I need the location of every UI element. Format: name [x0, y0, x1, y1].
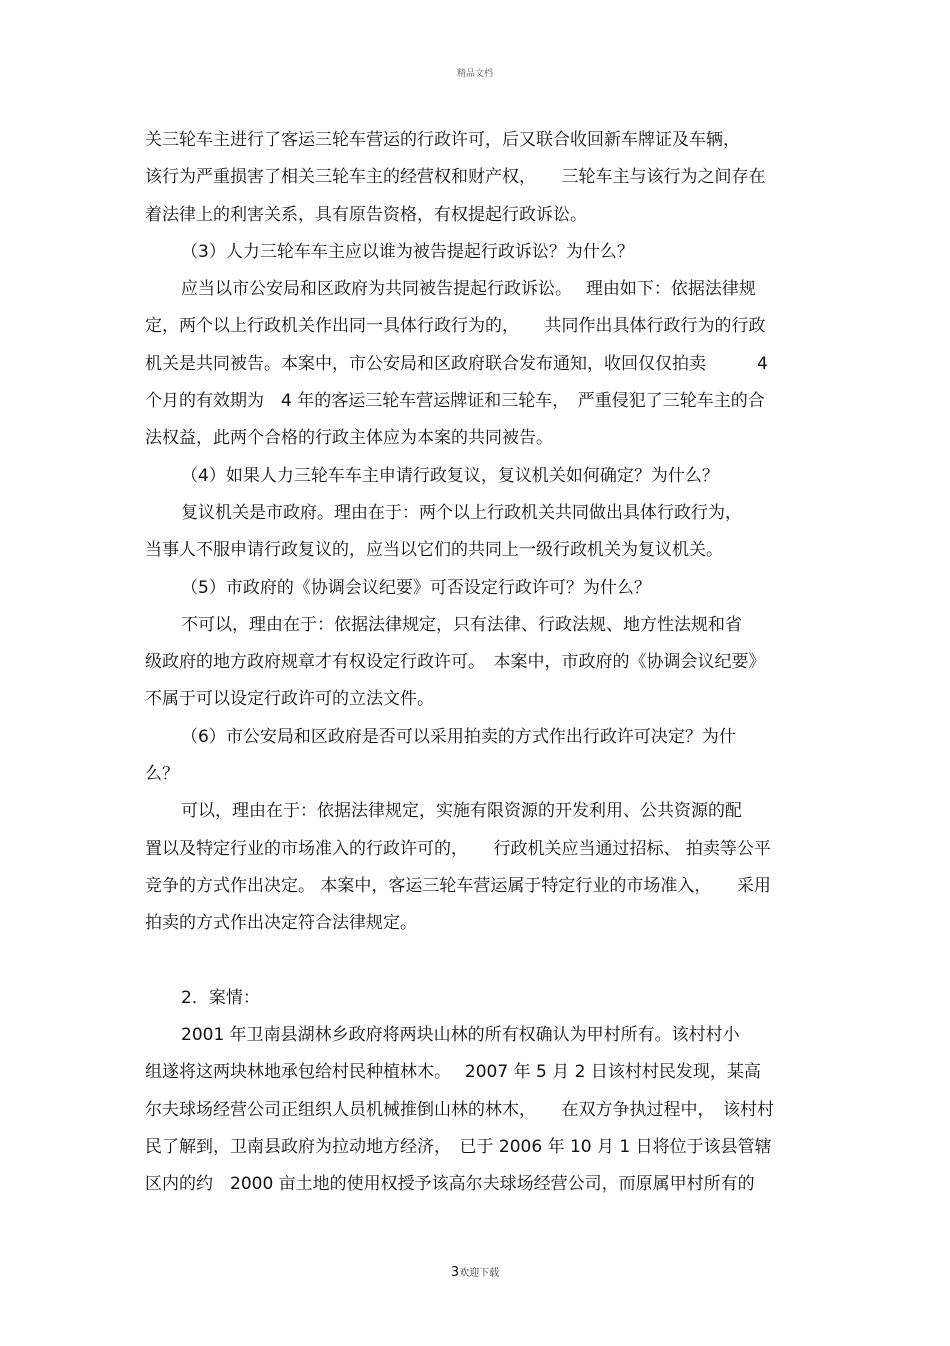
question-3: （3）人力三轮车车主应以谁为被告提起行政诉讼？为什么？ — [181, 241, 634, 262]
case-line: 民了解到，卫南县政府为拉动地方经济， 已于 2006 年 10 月 1 日将位于该县管辖 — [145, 1137, 772, 1158]
answer-5-line: 级政府的地方政府规章才有权设定行政许可。 本案中，市政府的《协调会议纪要》 — [145, 652, 766, 673]
question-5: （5）市政府的《协调会议纪要》可否设定行政许可？为什么？ — [181, 577, 651, 598]
body-line: 关三轮车主进行了客运三轮车营运的行政许可，后又联合收回新车牌证及车辆， — [145, 130, 740, 150]
answer-5-line: 不可以，理由在于：依据法律规定，只有法律、行政法规、地方性法规和省 — [181, 614, 742, 635]
question-4: （4）如果人力三轮车车主申请行政复议，复议机关如何确定？为什么？ — [181, 465, 719, 486]
case-line: 尔夫球场经营公司正组织人员机械推倒山林的林木， 在双方争执过程中， 该村村 — [145, 1099, 774, 1120]
answer-3-line: 应当以市公安局和区政府为共同被告提起行政诉讼。 理由如下：依据法律规 — [181, 279, 756, 300]
case-line: 2001 年卫南县湖林乡政府将两块山林的所有权确认为甲村所有。该村村小 — [181, 1025, 740, 1046]
body-line: 该行为严重损害了相关三轮车主的经营权和财产权， 三轮车主与该行为之间存在 — [145, 167, 766, 188]
page-header: 精品文档 — [456, 69, 493, 79]
case-line: 区内的约 2000 亩土地的使用权授予该高尔夫球场经营公司，而原属甲村所有的 — [145, 1174, 755, 1195]
answer-3-line: 个月的有效期为 4 年的客运三轮车营运牌证和三轮车， 严重侵犯了三轮车主的合 — [145, 391, 765, 412]
page-number: 3 — [450, 1265, 460, 1280]
answer-6-line: 可以，理由在于：依据法律规定，实施有限资源的开发利用、公共资源的配 — [181, 801, 742, 822]
answer-6-line: 竞争的方式作出决定。 本案中，客运三轮车营运属于特定行业的市场准入， 采用 — [145, 875, 771, 896]
question-6: （6）市公安局和区政府是否可以采用拍卖的方式作出行政许可决定？为什 — [181, 726, 736, 747]
footer-text: 欢迎下载 — [459, 1268, 500, 1279]
answer-6-line: 置以及特定行业的市场准入的行政许可的， 行政机关应当通过招标、 拍卖等公平 — [145, 838, 771, 859]
body-line: 着法律上的利害关系，具有原告资格，有权提起行政诉讼。 — [145, 204, 587, 225]
answer-3-line: 定，两个以上行政机关作出同一具体行政行为的， 共同作出具体行政行为的行政 — [145, 316, 766, 337]
answer-5-line: 不属于可以设定行政许可的立法文件。 — [145, 689, 434, 710]
answer-6-line: 拍卖的方式作出决定符合法律规定。 — [145, 913, 417, 934]
answer-3-line: 法权益，此两个合格的行政主体应为本案的共同被告。 — [145, 428, 553, 449]
question-6-cont: 么？ — [145, 764, 179, 785]
answer-4-line: 当事人不服申请行政复议的，应当以它们的共同上一级行政机关为复议机关。 — [145, 540, 723, 561]
case-heading: 2．案情： — [181, 987, 260, 1008]
answer-3-line: 机关是共同被告。本案中，市公安局和区政府联合发布通知，收回仅仅拍卖 4 — [145, 353, 768, 374]
document-body — [145, 122, 810, 1204]
spacer — [145, 943, 810, 980]
answer-4-line: 复议机关是市政府。理由在于：两个以上行政机关共同做出具体行政行为， — [181, 502, 742, 523]
case-line: 组遂将这两块林地承包给村民种植林木。 2007 年 5 月 2 日该村村民发现，某高 — [145, 1062, 761, 1083]
page-footer — [0, 1264, 950, 1280]
